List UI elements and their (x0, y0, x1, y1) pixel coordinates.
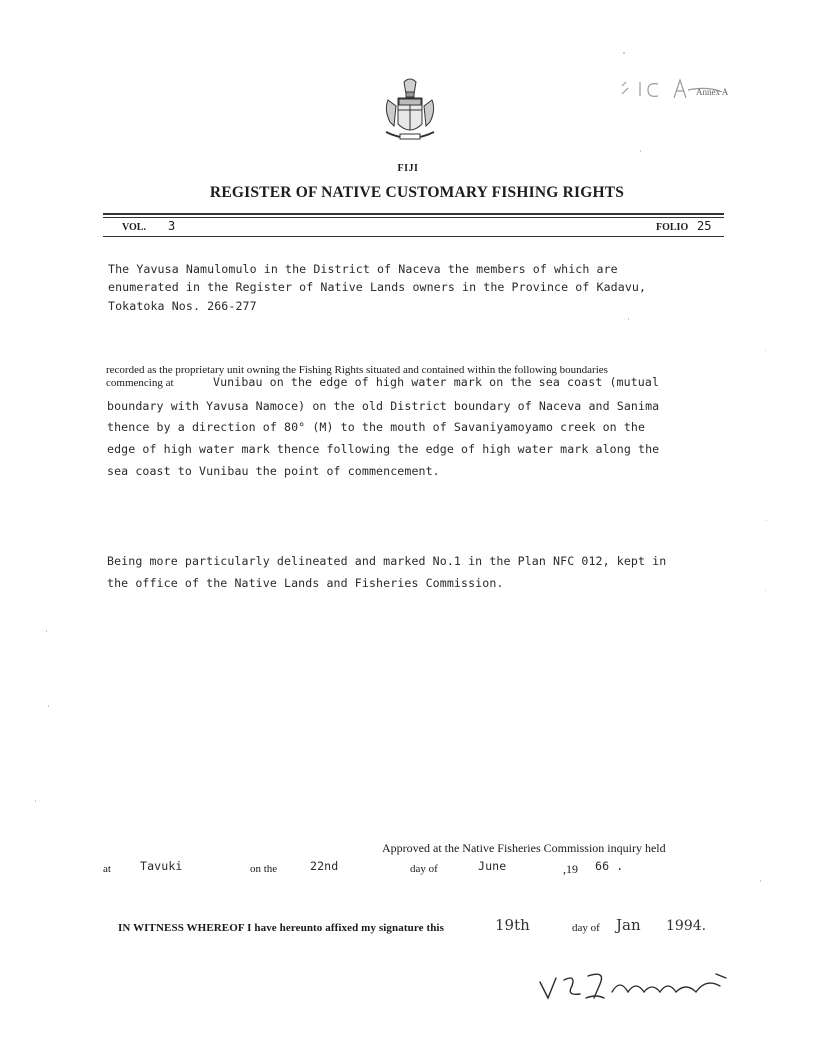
owners-line-2: enumerated in the Register of Native Lands owners in the Province of Kadavu, (108, 280, 647, 294)
svg-text:Annex A: Annex A (696, 87, 729, 97)
witness-day-of-label: day of (572, 922, 600, 934)
approved-text: Approved at the Native Fisheries Commission inquiry held (382, 841, 666, 855)
boundary-line-3: thence by a direction of 80° (M) to the mouth of Savaniyamoyamo creek on the (107, 420, 646, 434)
approval-year: 66 . (595, 859, 624, 873)
boundary-line-5: sea coast to Vunibau the point of commencement. (107, 464, 440, 478)
vol-value: 3 (168, 219, 176, 233)
approval-year-prefix: ,19 (563, 862, 578, 876)
approval-day: 22nd (310, 859, 339, 873)
owners-line-3: Tokatoka Nos. 266-277 (108, 299, 257, 313)
witness-year: 1994. (666, 918, 707, 934)
folio-value: 25 (697, 219, 712, 233)
approval-place: Tavuki (140, 859, 183, 873)
at-label: at (103, 863, 111, 875)
owners-line-1: The Yavusa Namulomulo in the District of Naceva the members of which are (108, 262, 618, 276)
commencing-label: commencing at (106, 377, 174, 389)
vol-label: VOL. (122, 222, 146, 233)
recorded-text: recorded as the proprietary unit owning the Fishing Rights situated and contained within the following boundaries (106, 364, 608, 376)
boundary-line-1: Vunibau on the edge of high water mark on the sea coast (mutual (213, 375, 660, 389)
witness-day: 19th (495, 916, 530, 934)
approval-day-of-label: day of (410, 863, 438, 875)
boundary-line-2: boundary with Yavusa Namoce) on the old District boundary of Naceva and Sanima (107, 399, 660, 413)
delineation-line-2: the office of the Native Lands and Fisheries Commission. (107, 576, 504, 590)
delineation-line-1: Being more particularly delineated and marked No.1 in the Plan NFC 012, kept in (107, 554, 667, 568)
witness-statement: IN WITNESS WHEREOF I have hereunto affixed my signature this (118, 922, 444, 934)
register-title: REGISTER OF NATIVE CUSTOMARY FISHING RIGHTS (209, 184, 625, 201)
boundary-line-4: edge of high water mark thence following the edge of high water mark along the (107, 442, 660, 456)
witness-month: Jan (616, 916, 641, 934)
folio-label: FOLIO (656, 222, 689, 233)
on-the-label: on the (250, 863, 278, 875)
country-heading: FIJI (397, 163, 419, 174)
approval-month: June (478, 859, 507, 873)
